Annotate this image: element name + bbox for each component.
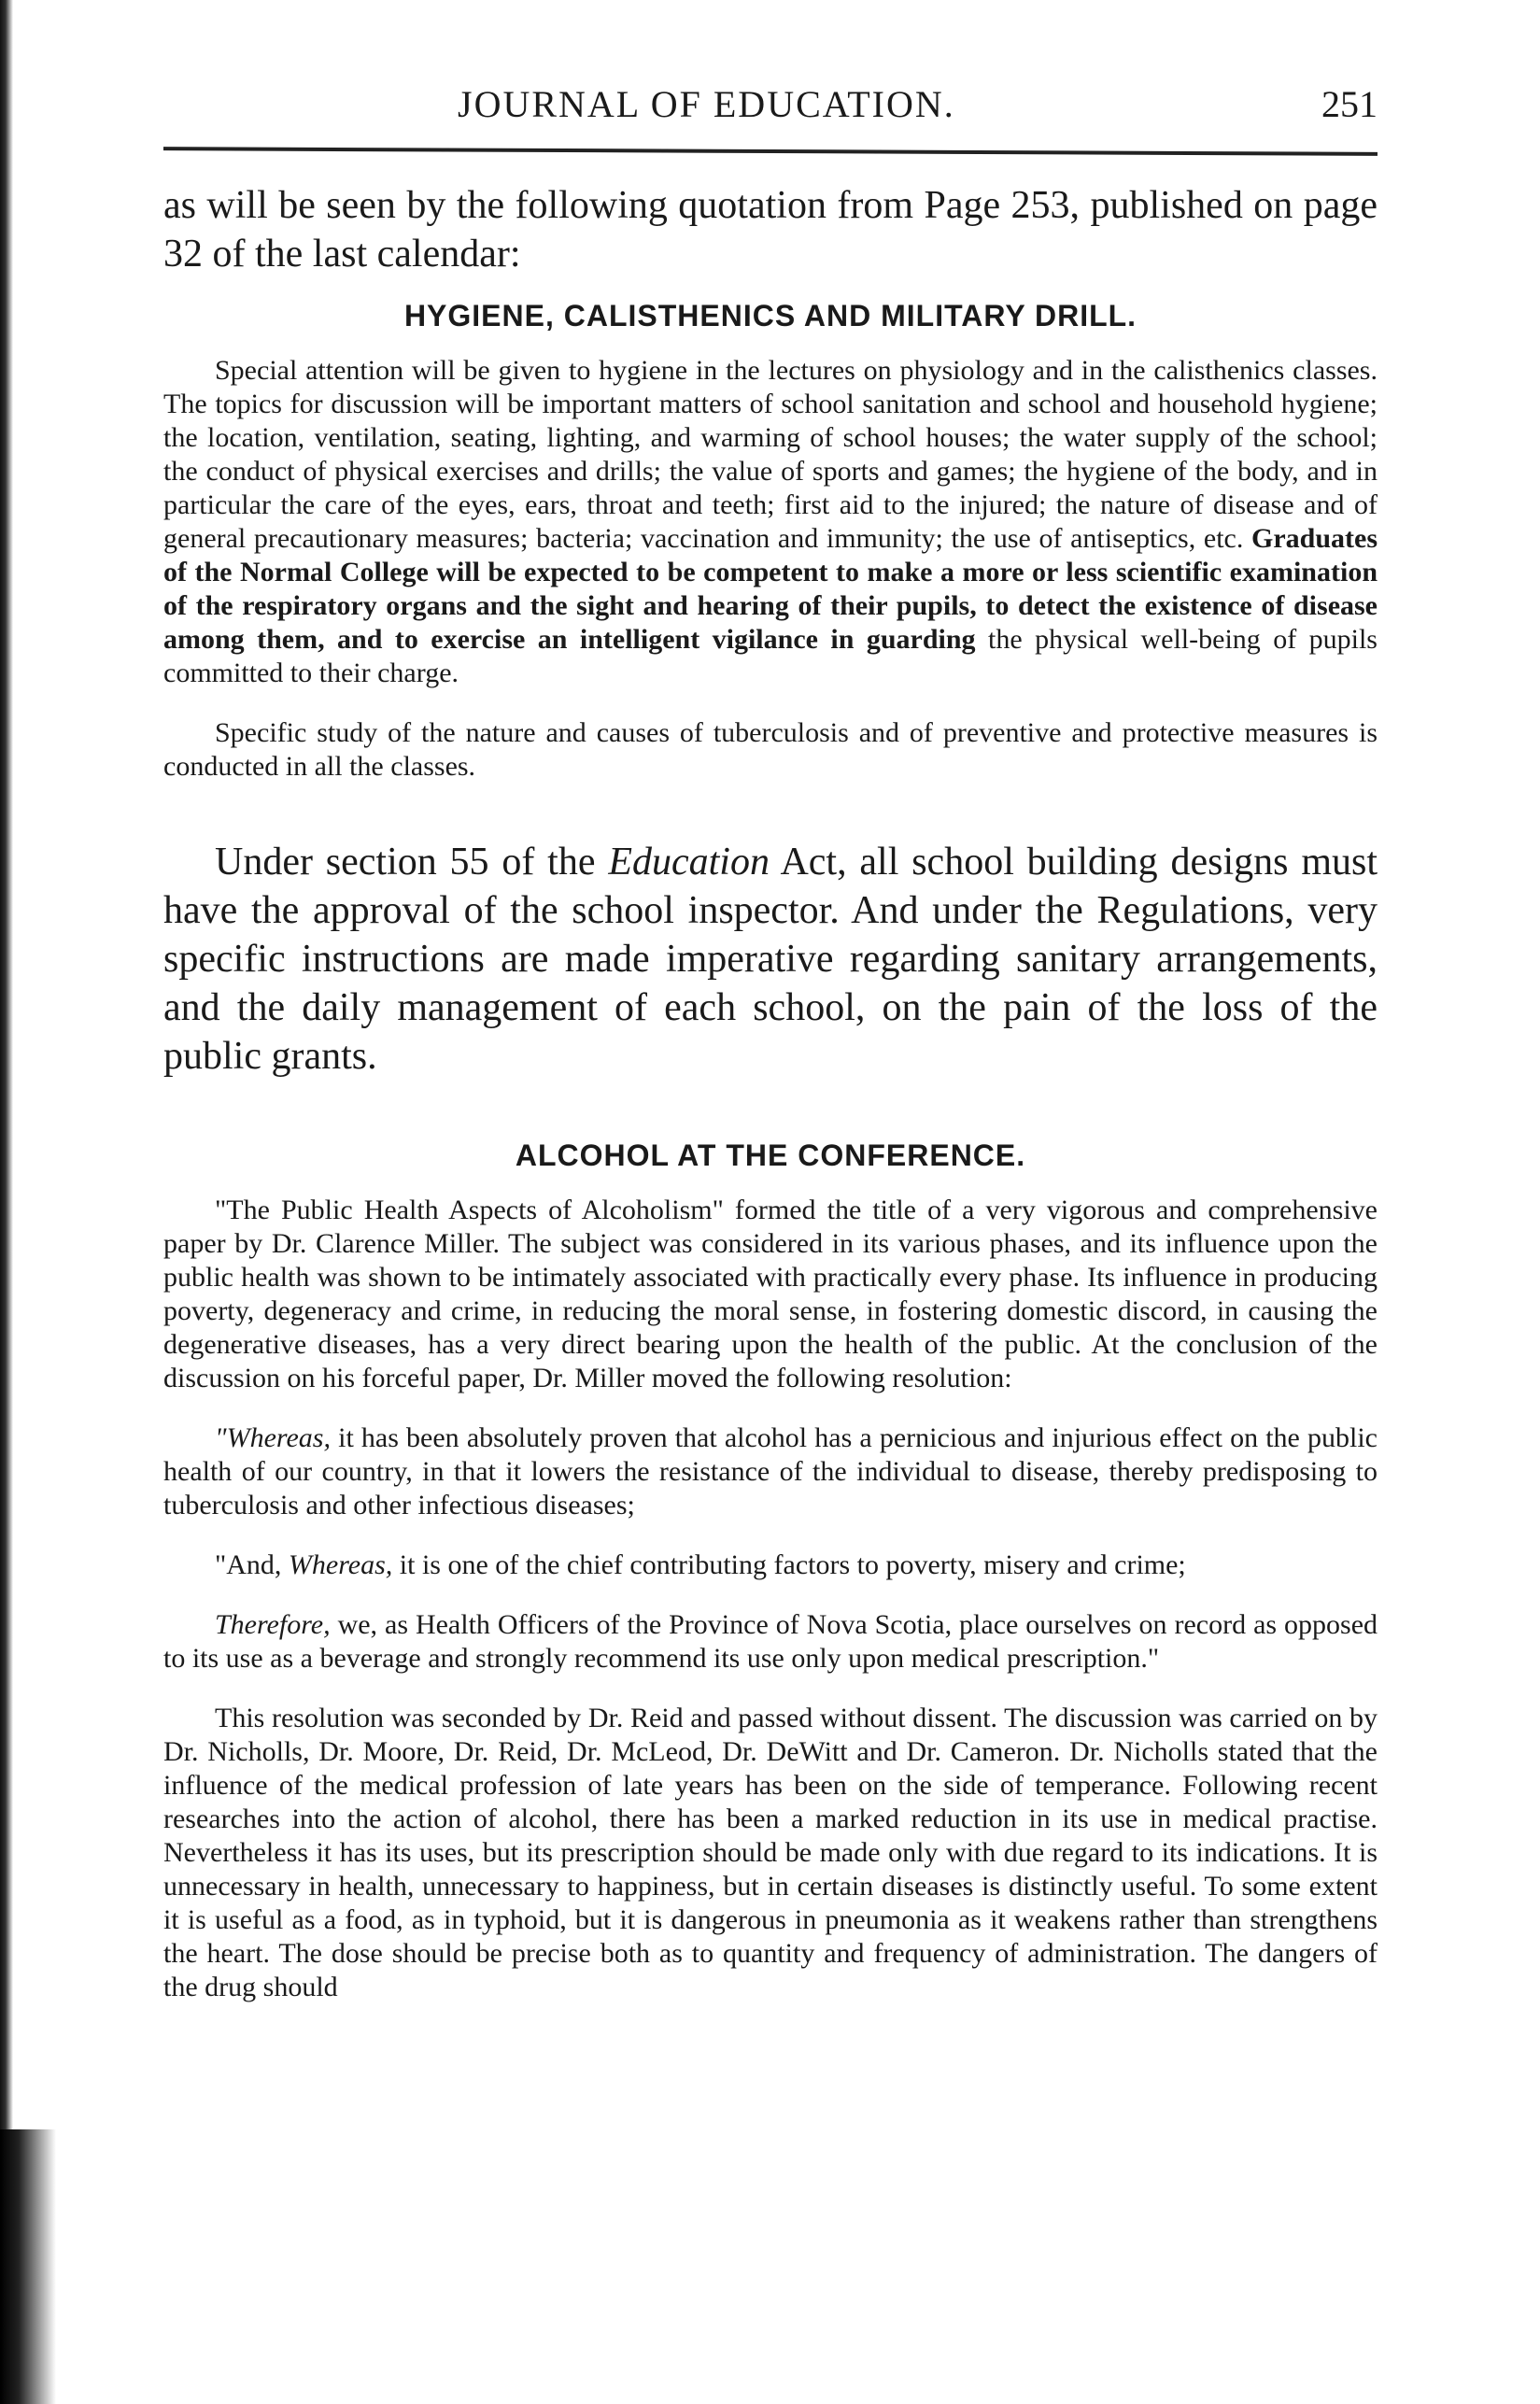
- binding-shadow-bottom: [0, 2129, 56, 2404]
- alcohol-paragraph: "The Public Health Aspects of Alcoholism" formed the title of a very vigorous and comprehensive paper by Dr. Clarence Miller. The subject was considered in its various phases, and its influence upon the public health was shown to be intimately associated with practically every phase. Its influence in producing poverty, degeneracy and crime, in reducing the moral sense, in fostering domestic discord, in causing the degenerative diseases, has a very direct bearing upon the health of the public. At the conclusion of the discussion on his forceful paper, Dr. Miller moved the following resolution:: [163, 1195, 1378, 1393]
- education-act-italic: Education: [608, 841, 770, 884]
- binding-shadow: [0, 0, 13, 2404]
- hygiene-tail-text: the physical well-being of pupils committed to their charge.: [163, 624, 1378, 688]
- whereas-2-italic: Whereas,: [288, 1549, 393, 1580]
- and-prefix: "And,: [215, 1549, 282, 1580]
- running-head: [163, 82, 1378, 138]
- resolution-therefore: [163, 1608, 1378, 1676]
- whereas-2-text: it is one of the chief contributing factors to poverty, misery and crime;: [399, 1549, 1186, 1580]
- header-rule: [163, 147, 1378, 156]
- education-act-after: Act, all school building designs must have the approval of the school inspector. And under the Regulations, very specific instructions are made imperative regarding sanitary arrangements, and the daily management of each school, on the pain of the loss of the public grants.: [163, 841, 1378, 1078]
- education-act-paragraph: [163, 838, 1378, 1081]
- resolution-whereas-2: [163, 1548, 1378, 1582]
- hygiene-text: Special attention will be given to hygiene in the lectures on physiology and in the calisthenics classes. The topics for discussion will be important matters of school sanitation and school and household hygiene; the location, ventilation, seating, lighting, and warming of school houses; the water supply of the school; the conduct of physical exercises and drills; the value of sports and games; the hygiene of the body, and in particular the care of the eyes, ears, throat and teeth; first aid to the injured; the nature of disease and of general precautionary measures; bacteria; vaccination and immunity; the use of antiseptics, etc.: [163, 355, 1378, 554]
- journal-title: JOURNAL OF EDUCATION.: [458, 83, 955, 125]
- education-act-before: Under section 55 of the: [215, 841, 596, 884]
- section-heading-hygiene: HYGIENE, CALISTHENICS AND MILITARY DRILL.: [403, 299, 1137, 332]
- section-heading-alcohol: ALCOHOL AT THE CONFERENCE.: [515, 1138, 1026, 1172]
- journal-page: [163, 82, 1378, 2004]
- intro-paragraph: as will be seen by the following quotation from Page 253, published on page 32 of the last calendar:: [163, 184, 1378, 276]
- therefore-italic: Therefore,: [215, 1609, 331, 1640]
- whereas-text: it has been absolutely proven that alcohol has a pernicious and injurious effect on the public health of our country, in that it lowers the resistance of the individual to disease, thereby predisposing to tuberculosis and other infectious diseases;: [163, 1422, 1378, 1520]
- discussion-paragraph: This resolution was seconded by Dr. Reid and passed without dissent. The discussion was carried on by Dr. Nicholls, Dr. Moore, Dr. Reid, Dr. McLeod, Dr. DeWitt and Dr. Cameron. Dr. Nicholls stated that the influence of the medical profession of late years has been on the side of temperance. Following recent researches into the action of alcohol, there has been a marked reduction in its use in medical practise. Nevertheless it has its uses, but its prescription should be made only with due regard to its indications. It is unnecessary in health, unnecessary to happiness, but in certain diseases is distinctly useful. To some extent it is useful as a food, as in typhoid, but it is dangerous in pneumonia as it weakens rather than strengthens the heart. The dose should be precise both as to quantity and frequency of administration. The dangers of the drug should: [163, 1703, 1378, 2002]
- therefore-text: we, as Health Officers of the Province of Nova Scotia, place ourselves on record as opposed to its use as a beverage and strongly recommend its use only upon medical prescription.": [163, 1609, 1378, 1674]
- page-number: 251: [1321, 83, 1378, 125]
- whereas-italic: "Whereas,: [215, 1422, 331, 1453]
- tuberculosis-paragraph: Specific study of the nature and causes of tuberculosis and of preventive and protective measures is conducted in all the classes.: [163, 717, 1378, 782]
- graduates-bold-text: Graduates of the Normal College will be expected to be competent to make a more or less scientific examination of the respiratory organs and the sight and hearing of their pupils, to detect the existence of disease among them, and to exercise an intelligent vigilance in guarding: [163, 523, 1378, 655]
- resolution-whereas-1: [163, 1421, 1378, 1522]
- hygiene-paragraph: [163, 354, 1378, 690]
